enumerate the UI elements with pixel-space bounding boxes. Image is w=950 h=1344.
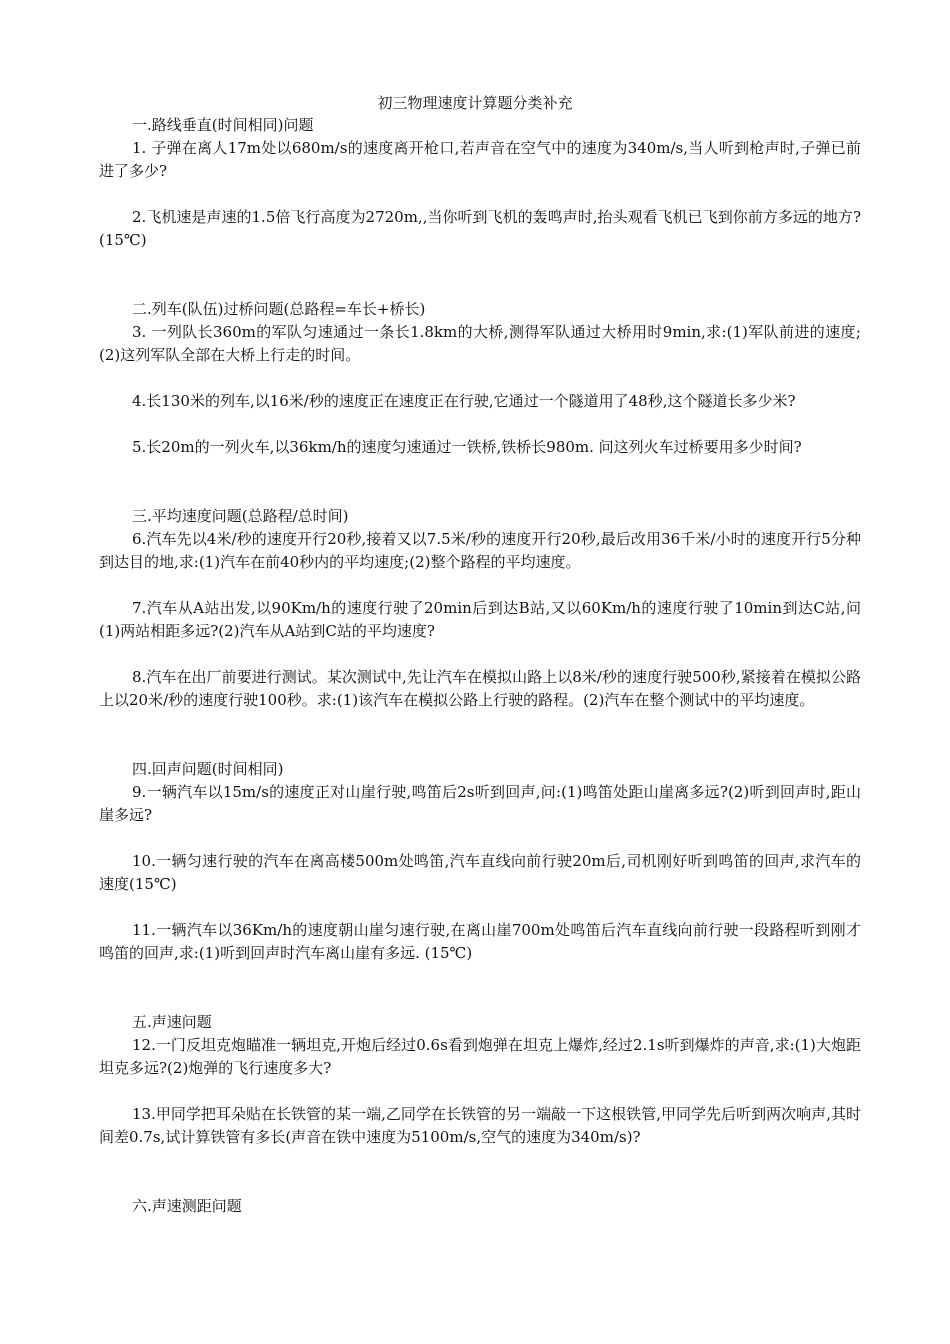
question-11: 11.一辆汽车以36Km/h的速度朝山崖匀速行驶,在离山崖700m处鸣笛后汽车直线向前行驶一段路程听到刚才鸣笛的回声,求:(1)听到回声时汽车离山崖有多远. (15℃) — [99, 921, 861, 962]
section-1 — [99, 114, 861, 252]
section-heading: 一.路线垂直(时间相同)问题 — [132, 116, 314, 134]
document-title: 初三物理速度计算题分类补充 — [377, 94, 573, 112]
question-13: 13.甲同学把耳朵贴在长铁管的某一端,乙同学在长铁管的另一端敲一下这根铁管,甲同学先后听到两次响声,其时间差0.7s,试计算铁管有多长(声音在铁中速度为5100m/s,空气的速度为340m/s)? — [99, 1105, 861, 1146]
question-3: 3. 一列队长360m的军队匀速通过一条长1.8km的大桥,测得军队通过大桥用时9min,求:(1)军队前进的速度;(2)这列军队全部在大桥上行走的时间。 — [99, 323, 861, 364]
section-heading: 二.列车(队伍)过桥问题(总路程=车长+桥长) — [132, 300, 426, 318]
question-5: 5.长20m的一列火车,以36km/h的速度匀速通过一铁桥,铁桥长980m. 问这列火车过桥要用多少时间? — [132, 438, 802, 456]
document-body — [99, 114, 861, 1218]
section-heading: 五.声速问题 — [132, 1013, 212, 1031]
question-1: 1. 子弹在离人17m处以680m/s的速度离开枪口,若声音在空气中的速度为340m/s,当人听到枪声时,子弹已前进了多少? — [99, 139, 861, 180]
section-6 — [99, 1195, 861, 1218]
question-4: 4.长130米的列车,以16米/秒的速度正在速度正在行驶,它通过一个隧道用了48秒,这个隧道长多少米? — [132, 392, 796, 410]
section-heading: 四.回声问题(时间相同) — [132, 760, 284, 778]
question-6: 6.汽车先以4米/秒的速度开行20秒,接着又以7.5米/秒的速度开行20秒,最后改用36千米/小时的速度开行5分种到达目的地,求:(1)汽车在前40秒内的平均速度;(2)整个路程的平均速度。 — [99, 530, 861, 571]
section-heading: 六.声速测距问题 — [132, 1197, 242, 1215]
question-8: 8.汽车在出厂前要进行测试。某次测试中,先让汽车在模拟山路上以8米/秒的速度行驶500秒,紧接着在模拟公路上以20米/秒的速度行驶100秒。求:(1)该汽车在模拟公路上行驶的路程。(2)汽车在整个测试中的平均速度。 — [99, 668, 861, 709]
section-2 — [99, 298, 861, 459]
section-5 — [99, 1011, 861, 1149]
section-4 — [99, 758, 861, 965]
question-2: 2.飞机速是声速的1.5倍飞行高度为2720m,,当你听到飞机的轰鸣声时,抬头观看飞机已飞到你前方多远的地方?(15℃) — [99, 208, 861, 249]
section-heading: 三.平均速度问题(总路程/总时间) — [132, 507, 349, 525]
question-10: 10.一辆匀速行驶的汽车在离高楼500m处鸣笛,汽车直线向前行驶20m后,司机刚好听到鸣笛的回声,求汽车的速度(15℃) — [99, 852, 861, 893]
question-7: 7.汽车从A站出发,以90Km/h的速度行驶了20min后到达B站,又以60Km/h的速度行驶了10min到达C站,问(1)两站相距多远?(2)汽车从A站到C站的平均速度? — [99, 599, 861, 640]
question-9: 9.一辆汽车以15m/s的速度正对山崖行驶,鸣笛后2s听到回声,问:(1)鸣笛处距山崖离多远?(2)听到回声时,距山崖多远? — [99, 783, 861, 824]
section-3 — [99, 505, 861, 712]
question-12: 12.一门反坦克炮瞄准一辆坦克,开炮后经过0.6s看到炮弹在坦克上爆炸,经过2.1s听到爆炸的声音,求:(1)大炮距坦克多远?(2)炮弹的飞行速度多大? — [99, 1036, 861, 1077]
